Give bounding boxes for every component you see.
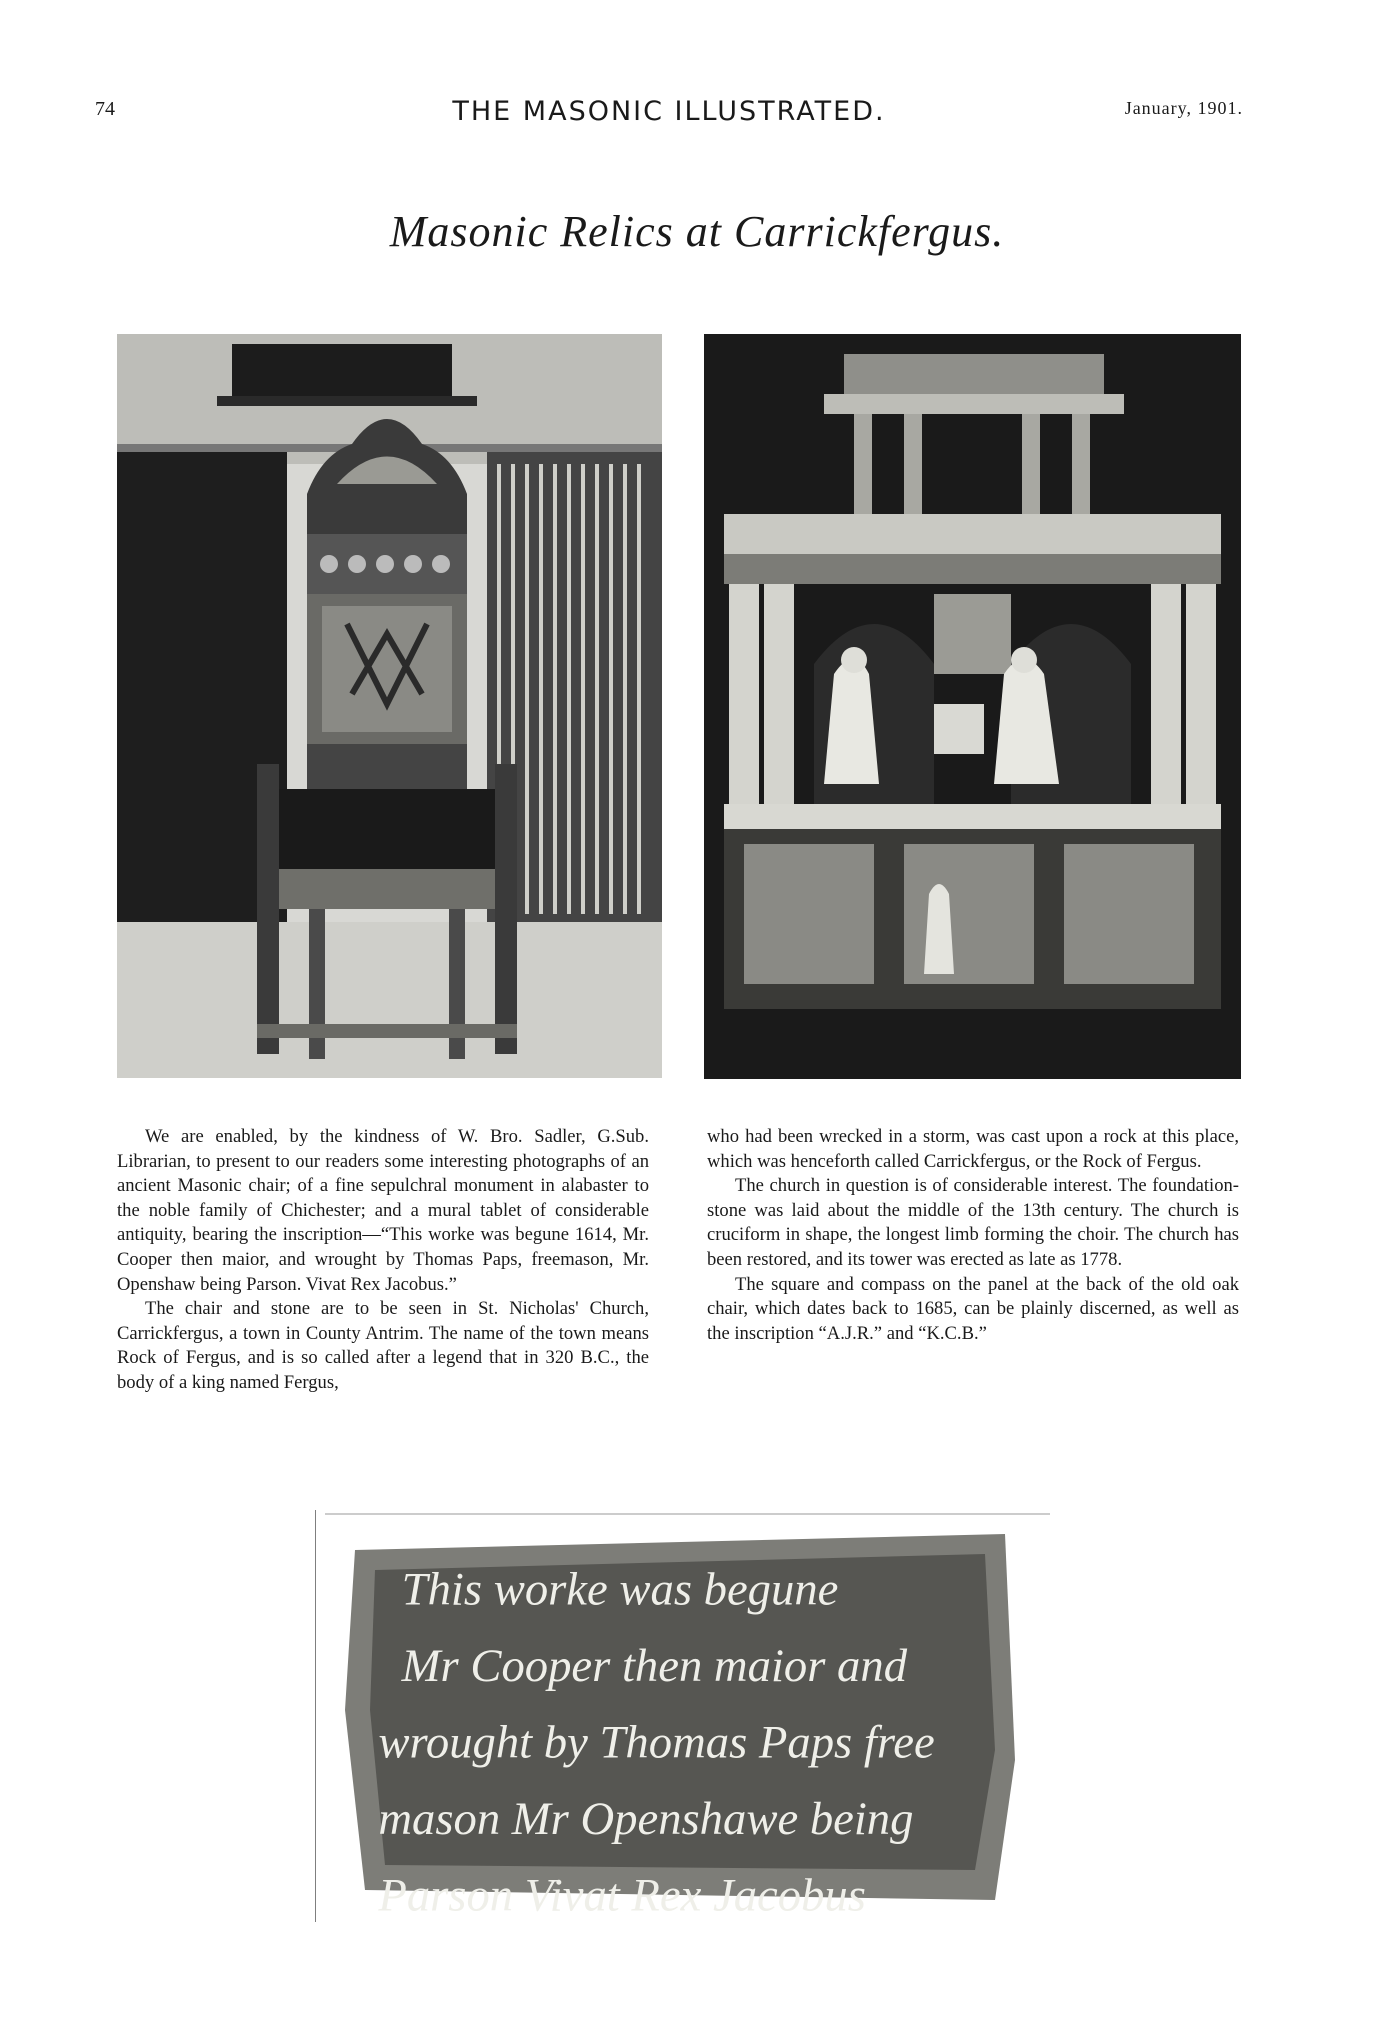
chichester-monument-photo [704,334,1241,1079]
tablet-inscription-line: mason Mr Openshawe being [378,1792,914,1846]
tablet-inscription-line: wrought by Thomas Paps free [378,1716,935,1769]
issue-date: January, 1901. [1124,98,1243,118]
mural-tablet-photo [315,1510,1050,1922]
tablet-inscription-line: Parson Vivat Rex Jacobus [378,1869,866,1922]
article-paragraph: The square and compass on the panel at the back of the old oak chair, which dates back to 1685, can be plainly discerned, as well as the inscription “A.J.R.” and “K.C.B.” [707,1273,1239,1344]
article-column-right [707,1125,1239,1346]
article-paragraph: We are enabled, by the kindness of W. Bro. Sadler, G.Sub. Librarian, to present to our readers some interesting photographs of an ancient Masonic chair; of a fine sepulchral monument in alabaster to the noble family of Chichester; and a mural tablet of considerable antiquity, bearing the inscription—“This worke was begune 1614, Mr. Cooper then maior, and wrought by Thomas Paps, freemason, Mr. Openshaw being Parson. Vivat Rex Jacobus.” [117,1126,649,1295]
article-paragraph: The church in question is of considerable interest. The foundation-stone was laid about the middle of the 13th century. The church is cruciform in shape, the longest limb forming the choir. The church has been restored, and its tower was erected as late as 1778. [707,1175,1239,1270]
tablet-inscription-line: This worke was begune [401,1563,839,1616]
article-paragraph: The chair and stone are to be seen in St. Nicholas' Church, Carrickfergus, a town in County Antrim. The name of the town means Rock of Fergus, and is so called after a legend that in 320 B.C., the body of a king named Fergus, [117,1298,649,1393]
masonic-chair-photo [117,334,662,1078]
article-paragraph: who had been wrecked in a storm, was cast upon a rock at this place, which was henceforth called Carrickfergus, or the Rock of Fergus. [707,1126,1239,1172]
page-header [95,96,1243,132]
article-title: Masonic Relics at Carrickfergus. [389,207,1005,256]
article-column-left [117,1125,649,1396]
tablet-inscription-line: Mr Cooper then maior and [401,1639,908,1693]
page-number: 74 [95,98,115,120]
masthead: THE MASONIC ILLUSTRATED. [452,96,886,127]
